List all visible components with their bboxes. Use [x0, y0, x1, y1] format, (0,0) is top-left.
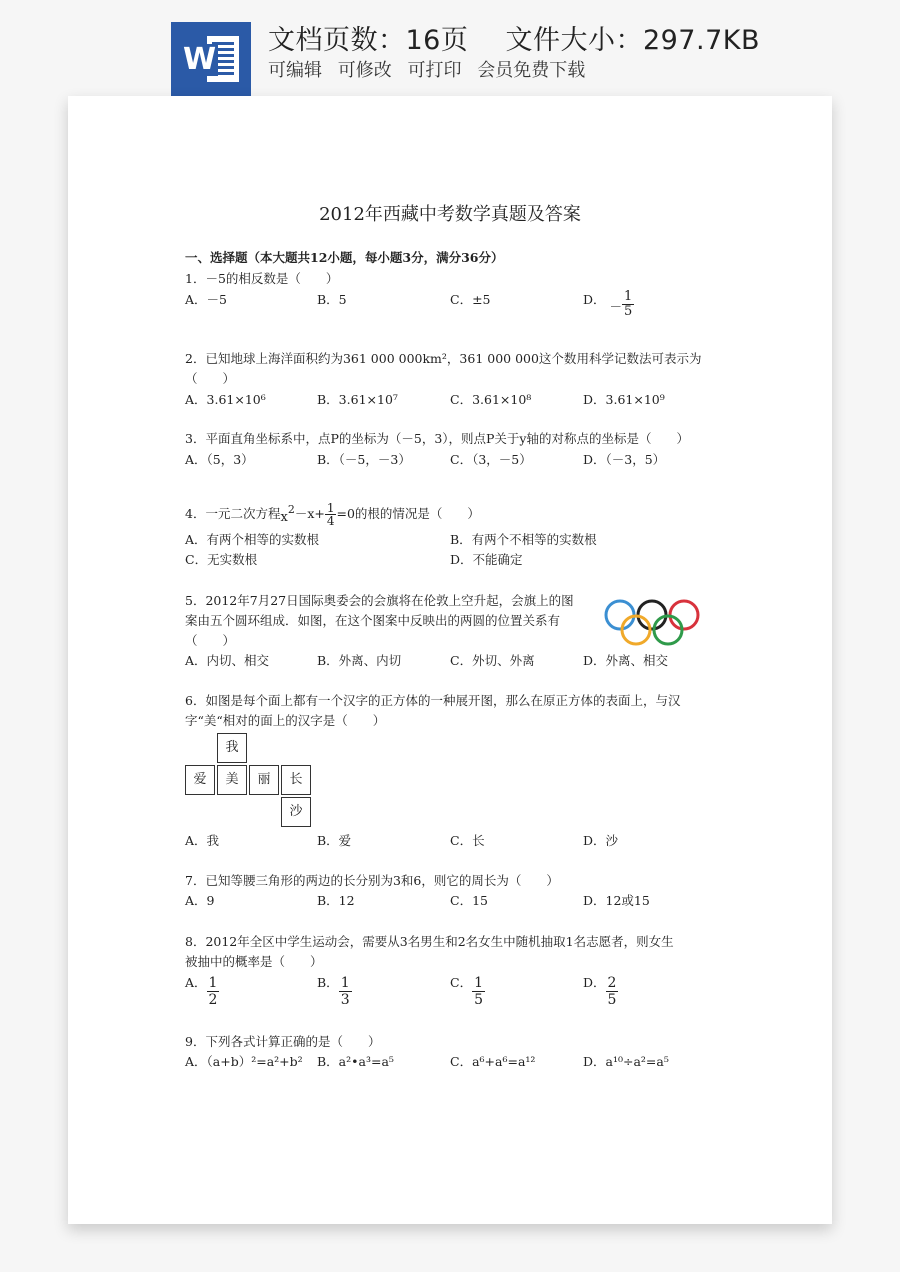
question-5-option-c: C．外切、外离 [450, 653, 535, 668]
download-banner [0, 0, 900, 96]
feature-member-download: 会员免费下载 [477, 60, 586, 81]
feature-modifiable: 可修改 [337, 60, 392, 81]
question-7-stem: 7．已知等腰三角形的两边的长分别为3和6，则它的周长为（ ） [185, 873, 559, 888]
cube-face: 长 [281, 765, 311, 795]
question-2-option-a: A．3.61×10⁶ [185, 392, 266, 407]
question-8-option-c: C． $\frac{1}{5}$ [450, 975, 483, 1008]
cube-face: 沙 [281, 797, 311, 827]
question-6-option-d: D．沙 [583, 833, 619, 848]
question-1-option-c: C．±5 [450, 292, 491, 307]
question-7-option-c: C．15 [450, 893, 488, 908]
question-9-stem: 9．下列各式计算正确的是（ ） [185, 1034, 381, 1049]
question-8-option-b: B． $\frac{1}{3}$ [317, 975, 350, 1008]
question-8-stem-cont: 被抽中的概率是（ ） [185, 954, 323, 969]
question-4-option-b: B．有两个不相等的实数根 [450, 532, 597, 547]
question-4-option-a: A．有两个相等的实数根 [185, 532, 320, 547]
question-9-option-a: A．（a+b）²=a²+b² [185, 1054, 303, 1069]
question-5-option-b: B．外离、内切 [317, 653, 402, 668]
question-7-option-d: D．12或15 [583, 893, 650, 908]
question-3-option-a: A．（5，3） [185, 452, 254, 467]
question-3-stem: 3．平面直角坐标系中，点P的坐标为（－5，3），则点P关于y轴的对称点的坐标是（ ） [185, 431, 689, 446]
question-5-option-a: A．内切、相交 [185, 653, 270, 668]
page-count-label: 文档页数：16页 [268, 25, 469, 56]
document-page [68, 96, 832, 1224]
question-7-option-a: A．9 [185, 893, 215, 908]
question-6-stem-cont: 字“美“相对的面上的汉字是（ ） [185, 713, 386, 728]
question-6-stem: 6．如图是每个面上都有一个汉字的正方体的一种展开图，那么在原正方体的表面上，与汉 [185, 693, 681, 708]
question-3-option-b: B．（－5，－3） [317, 452, 411, 467]
section-heading: 一、选择题（本大题共12小题，每小题3分，满分36分） [185, 250, 504, 265]
question-6-option-a: A．我 [185, 833, 220, 848]
question-5-option-d: D．外离、相交 [583, 653, 669, 668]
question-7-option-b: B．12 [317, 893, 355, 908]
question-6-option-b: B．爱 [317, 833, 352, 848]
cube-face: 爱 [185, 765, 215, 795]
question-9-option-c: C．a⁶+a⁶=a¹² [450, 1054, 536, 1069]
question-3-option-c: C．（3，－5） [450, 452, 532, 467]
question-9-option-b: B．a²•a³=a⁵ [317, 1054, 394, 1069]
question-4-option-d: D．不能确定 [450, 552, 523, 567]
word-document-icon: W [171, 22, 251, 96]
question-8-option-a: A． $\frac{1}{2}$ [185, 975, 218, 1008]
question-3-option-d: D．（－3，5） [583, 452, 666, 467]
question-5-stem: 5．2012年7月27日国际奥委会的会旗将在伦敦上空升起，会旗上的图 [185, 593, 574, 608]
cube-face: 美 [217, 765, 247, 795]
question-1-option-d: D． － $\frac{1}{5}$ [583, 289, 633, 319]
question-2-option-c: C．3.61×10⁸ [450, 392, 532, 407]
feature-list [268, 56, 595, 82]
question-5-stem-cont: 案由五个圆环组成．如图，在这个图案中反映出的两圆的位置关系有 [185, 613, 561, 628]
document-title: 2012年西藏中考数学真题及答案 [319, 204, 581, 225]
question-2-stem: 2．已知地球上海洋面积约为361 000 000km²，361 000 000这个数用科学记数法可表示为 [185, 351, 702, 366]
question-8-stem: 8．2012年全区中学生运动会，需要从3名男生和2名女生中随机抽取1名志愿者，则女生 [185, 934, 674, 949]
question-4-option-c: C．无实数根 [185, 552, 258, 567]
cube-face: 丽 [249, 765, 279, 795]
question-2-option-b: B．3.61×10⁷ [317, 392, 398, 407]
question-1-option-a: A．－5 [185, 292, 227, 307]
question-5-stem-end: （ ） [185, 633, 236, 648]
olympic-rings-figure [602, 598, 702, 648]
question-8-option-d: D． $\frac{2}{5}$ [583, 975, 617, 1008]
feature-editable: 可编辑 [268, 60, 322, 81]
question-2-option-d: D．3.61×10⁹ [583, 392, 665, 407]
question-4-stem: 4．一元二次方程$x^2-x+$ $\frac{1}{4}$ =0的根的情况是（ ） [185, 501, 480, 529]
feature-printable: 可打印 [407, 60, 462, 81]
cube-net-figure [185, 733, 315, 831]
question-1-option-b: B．5 [317, 292, 347, 307]
file-size-label: 文件大小：297.7KB [505, 25, 760, 56]
question-6-option-c: C．长 [450, 833, 485, 848]
question-1-stem: 1．－5的相反数是（ ） [185, 271, 339, 286]
cube-face: 我 [217, 733, 247, 763]
question-9-option-d: D．a¹⁰÷a²=a⁵ [583, 1054, 669, 1069]
question-2-stem-cont: （ ） [185, 371, 236, 386]
